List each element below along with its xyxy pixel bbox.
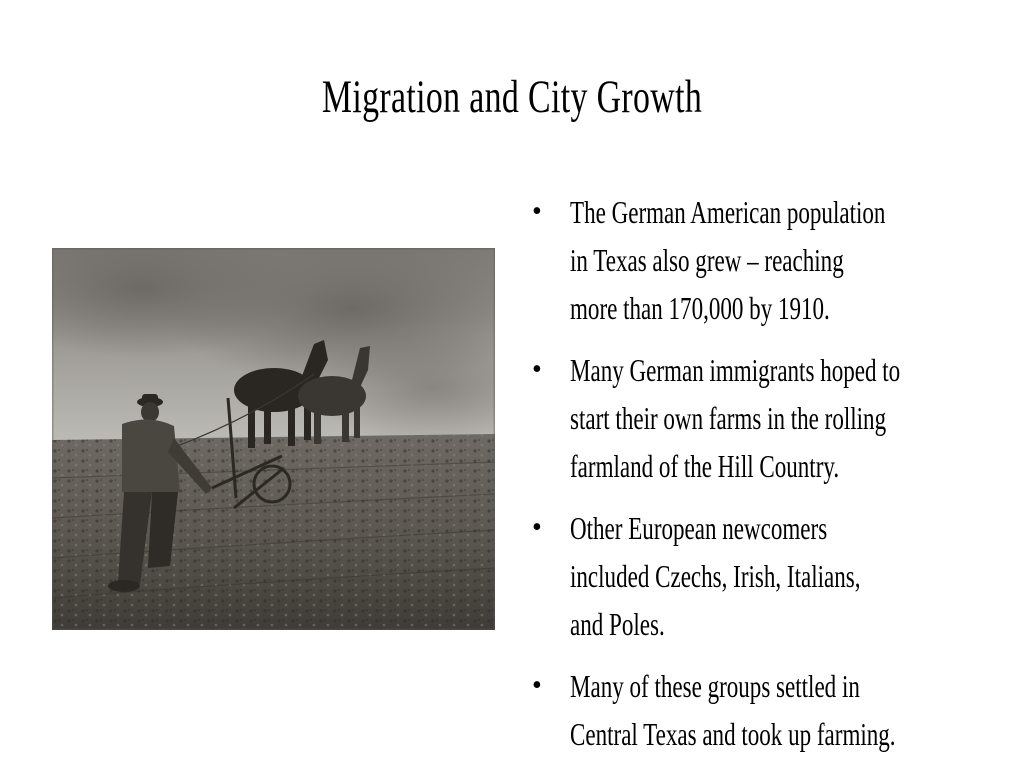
bullet-marker: •	[532, 354, 542, 385]
bullet-text: Other European newcomers included Czechs, Irish, Italians, and Poles.	[570, 510, 861, 642]
bullet-item	[532, 662, 1002, 758]
bullet-item	[532, 346, 1002, 490]
bullet-item	[532, 188, 1002, 332]
bullet-text: Many of these groups settled in Central Texas and took up farming.	[570, 668, 896, 752]
bullet-item	[532, 504, 1002, 648]
farmer-plowing-photo	[52, 248, 495, 630]
bullet-text: The German American population in Texas also grew – reaching more than 170,000 by 1910.	[570, 194, 886, 326]
bullet-text: Many German immigrants hoped to start their own farms in the rolling farmland of the Hill Country.	[570, 352, 901, 484]
slide-title: Migration and City Growth	[321, 71, 703, 123]
bullet-marker: •	[532, 512, 542, 543]
bullet-marker: •	[532, 670, 542, 701]
bullet-marker: •	[532, 196, 542, 227]
bullet-list	[532, 188, 1002, 768]
